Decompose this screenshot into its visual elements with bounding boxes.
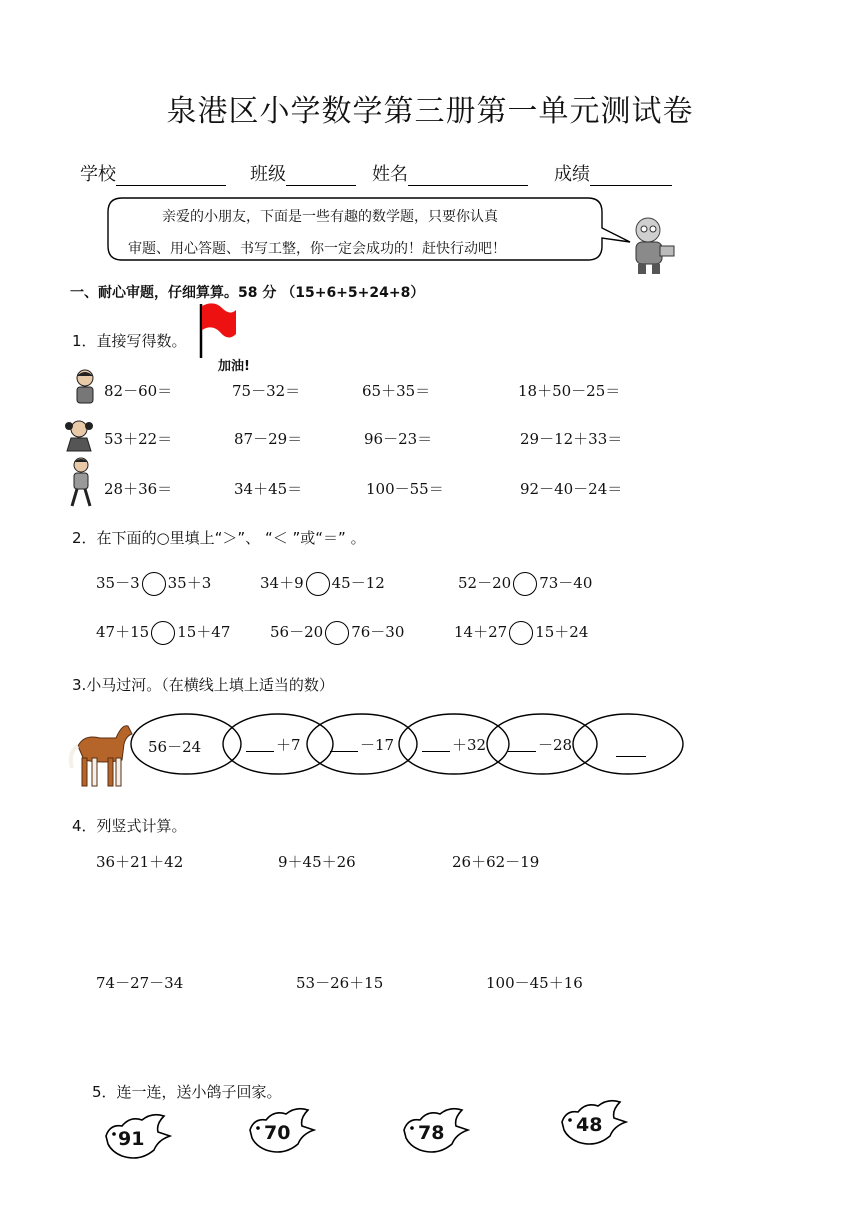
q1-eq: 34＋45＝ bbox=[234, 480, 303, 498]
page-title: 泉港区小学数学第三册第一单元测试卷 bbox=[166, 94, 694, 129]
bubble-line-1: 亲爱的小朋友，下面是一些有趣的数学题，只要你认真 bbox=[162, 209, 498, 225]
q1-eq: 92－40－24＝ bbox=[520, 480, 623, 498]
compare-item: 47＋15 15＋47 bbox=[96, 621, 230, 645]
compare-item: 56－20 76－30 bbox=[270, 621, 404, 645]
score-field[interactable]: 成绩 bbox=[554, 160, 672, 186]
bubble-line-2: 审题、用心答题、书写工整，你一定会成功的！赶快行动吧！ bbox=[128, 241, 506, 257]
answer-circle[interactable] bbox=[306, 572, 330, 596]
running-kid-icon bbox=[66, 456, 96, 510]
q3-label: 3.小马过河。（在横线上填上适当的数） bbox=[72, 676, 334, 694]
flag-caption: 加油! bbox=[218, 359, 250, 374]
vertical-calc-item: 26＋62－19 bbox=[452, 853, 540, 871]
q1-label: 1．直接写得数。 bbox=[72, 332, 187, 350]
q1-eq: 100－55＝ bbox=[366, 480, 444, 498]
q1-eq: 96－23＝ bbox=[364, 430, 433, 448]
answer-circle[interactable] bbox=[142, 572, 166, 596]
stone-op[interactable]: ＋32 bbox=[422, 734, 486, 755]
final-answer-blank[interactable] bbox=[616, 756, 646, 757]
compare-item: 14＋27 15＋24 bbox=[454, 621, 588, 645]
dove-number: 78 bbox=[418, 1122, 445, 1144]
stone-op[interactable]: －28 bbox=[508, 734, 572, 755]
q2-label: 2．在下面的○里填上“＞”、 “＜ ”或“＝” 。 bbox=[72, 529, 366, 547]
compare-item: 35－3 35＋3 bbox=[96, 572, 211, 596]
section-1-heading: 一、耐心审题，仔细算算。58 分 （15+6+5+24+8） bbox=[70, 285, 425, 301]
red-flag-icon bbox=[196, 300, 240, 360]
dove-number: 70 bbox=[264, 1122, 291, 1144]
answer-circle[interactable] bbox=[325, 621, 349, 645]
stone-op[interactable]: －17 bbox=[330, 734, 394, 755]
boy-icon bbox=[72, 368, 98, 406]
compare-item: 34＋9 45－12 bbox=[260, 572, 385, 596]
vertical-calc-item: 9＋45＋26 bbox=[278, 853, 356, 871]
vertical-calc-item: 100－45＋16 bbox=[486, 974, 583, 992]
school-field[interactable]: 学校 bbox=[80, 160, 226, 186]
class-field[interactable]: 班级 bbox=[250, 160, 356, 186]
vertical-calc-item: 74－27－34 bbox=[96, 974, 184, 992]
girl-icon bbox=[64, 418, 94, 452]
compare-item: 52－20 73－40 bbox=[458, 572, 592, 596]
vertical-calc-item: 53－26＋15 bbox=[296, 974, 384, 992]
q4-label: 4．列竖式计算。 bbox=[72, 817, 187, 835]
q1-eq: 53＋22＝ bbox=[104, 430, 173, 448]
speech-bubble bbox=[100, 190, 680, 270]
stone-op[interactable]: ＋7 bbox=[246, 734, 301, 755]
q1-eq: 82－60＝ bbox=[104, 382, 173, 400]
q1-eq: 87－29＝ bbox=[234, 430, 303, 448]
q1-eq: 29－12＋33＝ bbox=[520, 430, 623, 448]
q5-label: 5．连一连，送小鸽子回家。 bbox=[92, 1083, 282, 1101]
q1-eq: 65＋35＝ bbox=[362, 382, 431, 400]
teacher-character-icon bbox=[626, 212, 680, 276]
answer-circle[interactable] bbox=[151, 621, 175, 645]
q1-eq: 18＋50－25＝ bbox=[518, 382, 621, 400]
vertical-calc-item: 36＋21＋42 bbox=[96, 853, 184, 871]
name-field[interactable]: 姓名 bbox=[372, 160, 528, 186]
dove-number: 91 bbox=[118, 1128, 145, 1150]
answer-circle[interactable] bbox=[513, 572, 537, 596]
q1-eq: 28＋36＝ bbox=[104, 480, 173, 498]
answer-circle[interactable] bbox=[509, 621, 533, 645]
dove-number: 48 bbox=[576, 1114, 603, 1136]
q1-eq: 75－32＝ bbox=[232, 382, 301, 400]
stone-start: 56－24 bbox=[148, 738, 202, 756]
river-stones bbox=[126, 712, 692, 776]
